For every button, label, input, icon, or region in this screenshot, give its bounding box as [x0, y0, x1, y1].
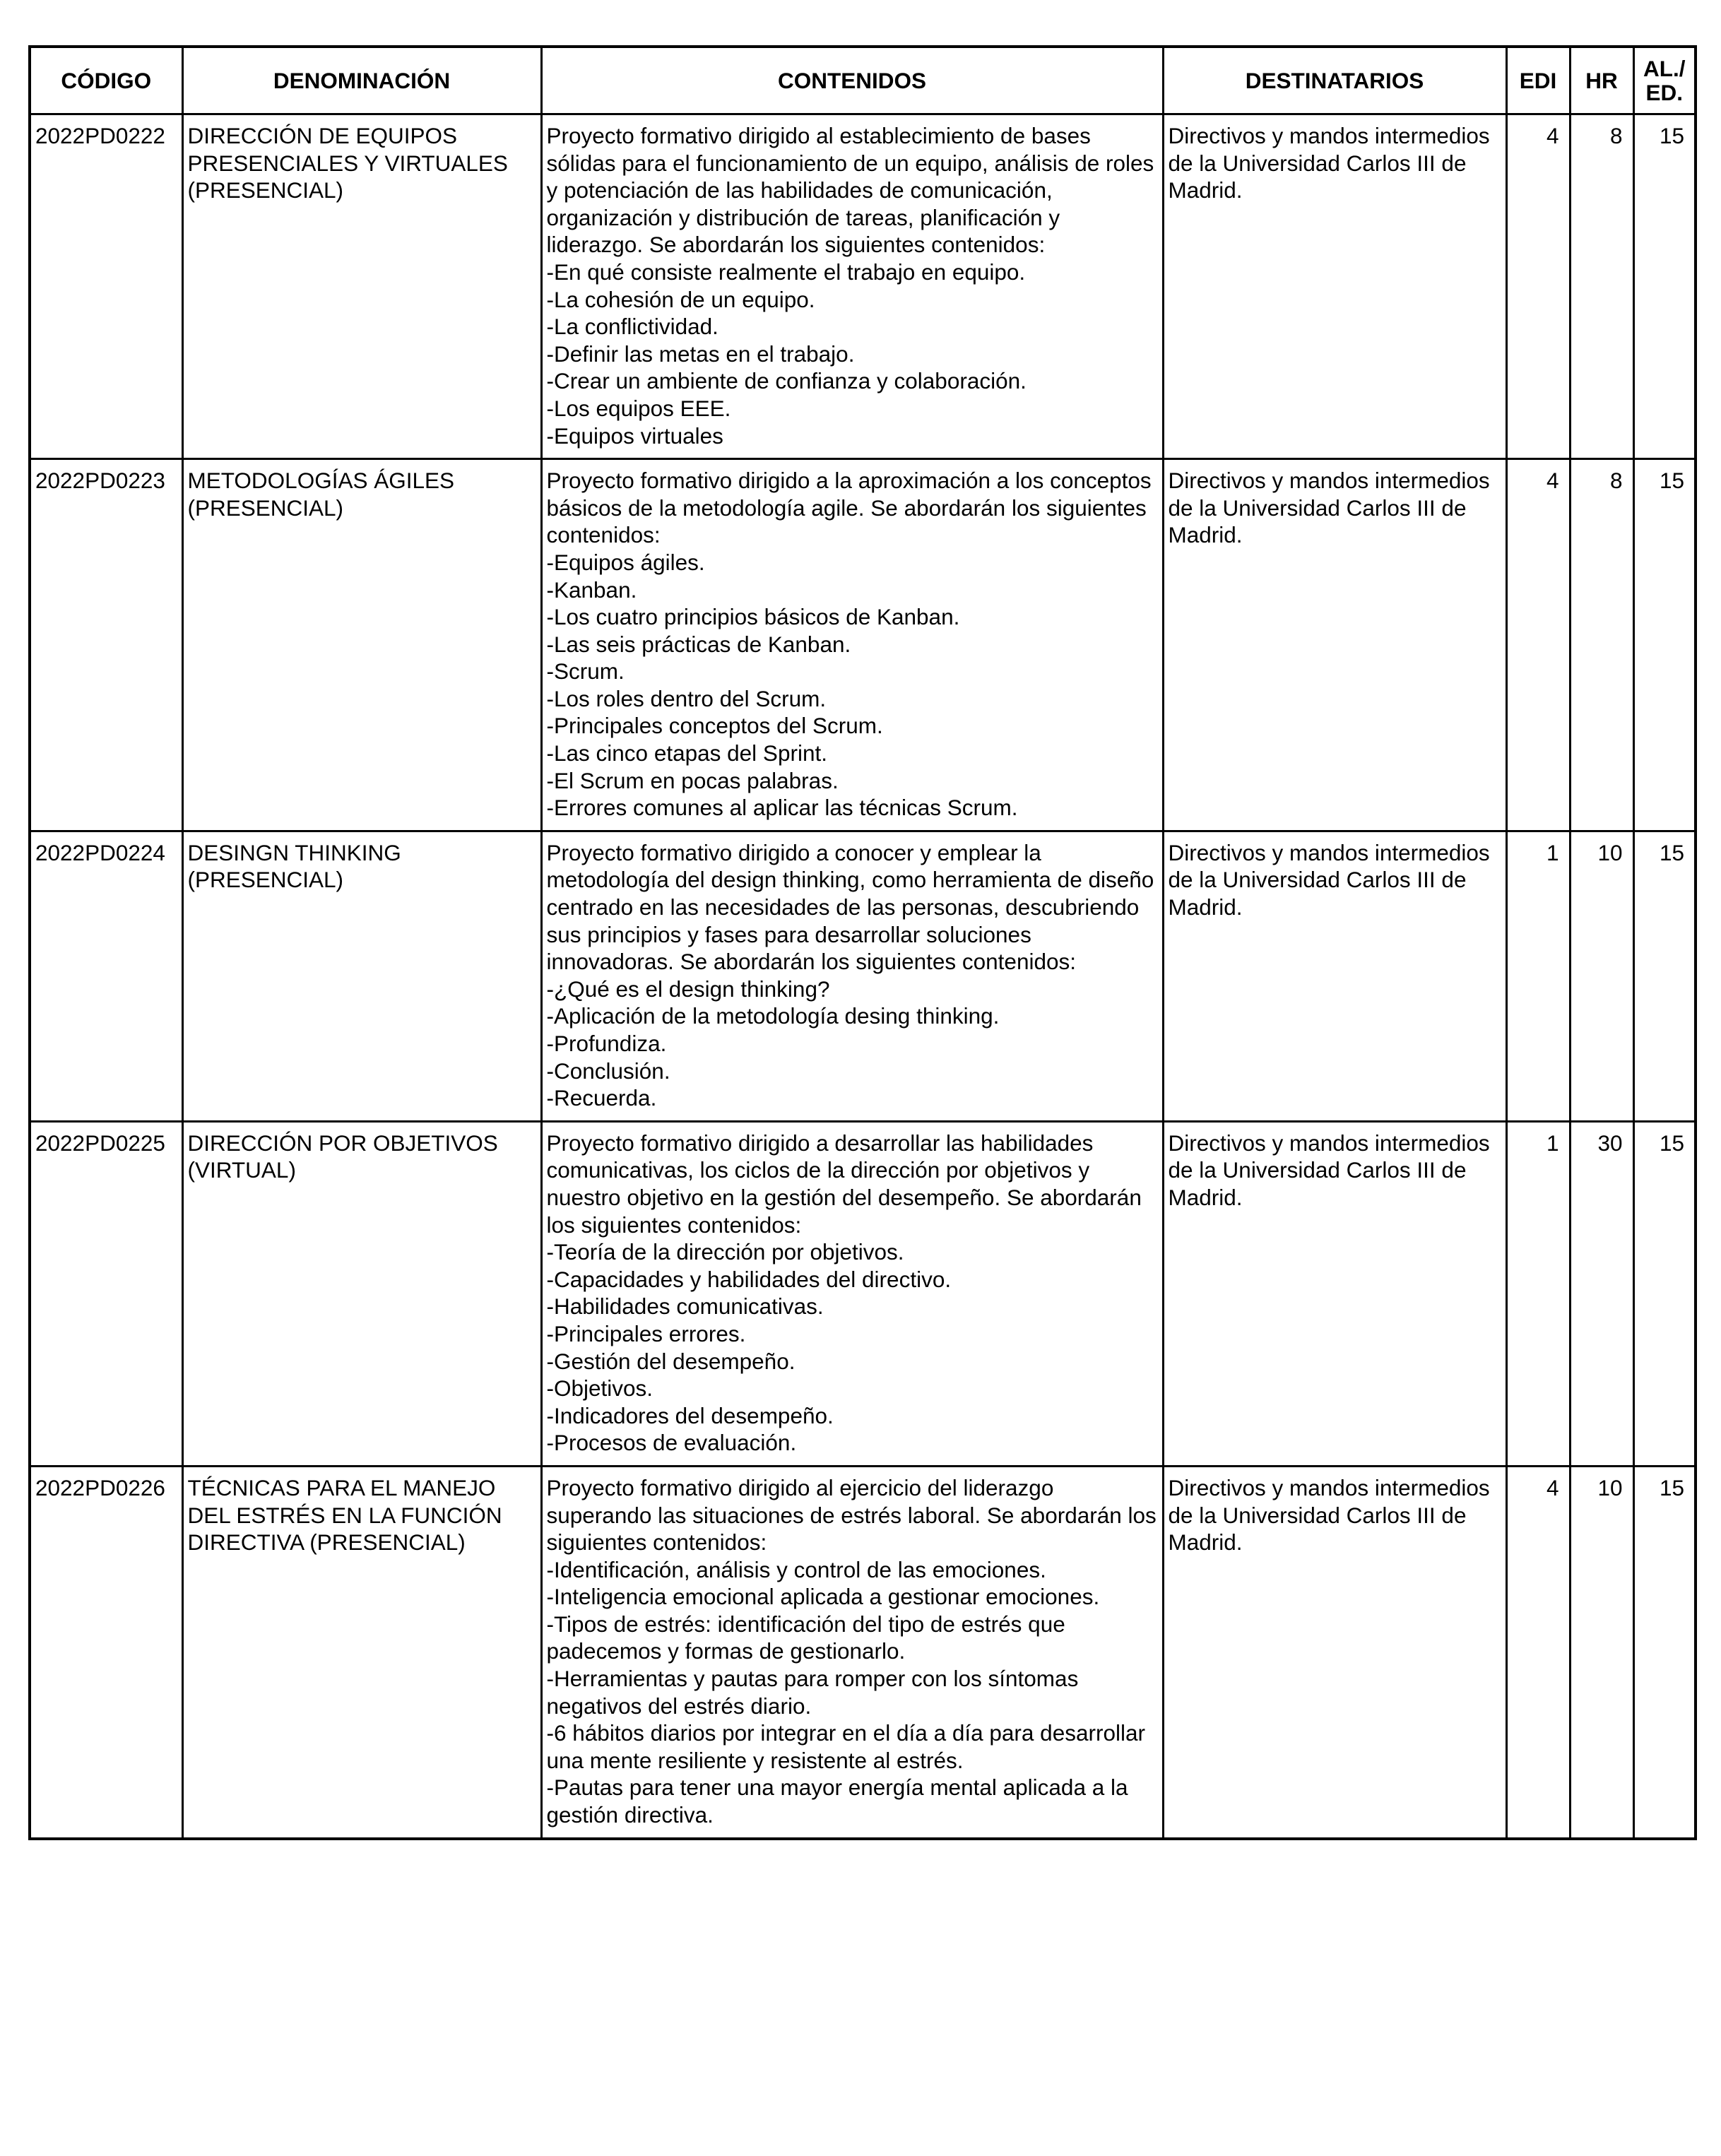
cell-al-ed: 15 [1633, 114, 1696, 459]
contenidos-item: -Los equipos EEE. [546, 395, 731, 421]
cell-contenidos [541, 1121, 1163, 1466]
cell-hr: 10 [1570, 1466, 1633, 1838]
contenidos-item: -Los cuatro principios básicos de Kanban. [546, 604, 960, 630]
table-row [30, 831, 1696, 1121]
header-al-ed-line2: ED. [1645, 80, 1683, 105]
cell-denominacion: TÉCNICAS PARA EL MANEJO DEL ESTRÉS EN LA FUNCIÓN DIRECTIVA (PRESENCIAL) [182, 1466, 541, 1838]
cell-edi: 4 [1506, 114, 1570, 459]
table-header-row [30, 47, 1696, 114]
contenidos-item: -El Scrum en pocas palabras. [546, 767, 839, 793]
contenidos-item: -Indicadores del desempeño. [546, 1402, 834, 1428]
cell-destinatarios: Directivos y mandos intermedios de la Universidad Carlos III de Madrid. [1163, 831, 1506, 1121]
header-denominacion: DENOMINACIÓN [182, 47, 541, 114]
contenidos-item: -Principales conceptos del Scrum. [546, 713, 883, 739]
contenidos-item: -Habilidades comunicativas. [546, 1293, 824, 1320]
contenidos-item: -Tipos de estrés: identificación del tipo de estrés que padecemos y formas de gestionarlo. [546, 1611, 1065, 1664]
contenidos-intro: Proyecto formativo dirigido al ejercicio del liderazgo superando las situaciones de estrés laboral. Se abordarán los siguientes contenidos: [546, 1474, 1157, 1556]
table-row [30, 1121, 1696, 1466]
contenidos-item: -Las cinco etapas del Sprint. [546, 740, 827, 766]
contenidos-item: -Las seis prácticas de Kanban. [546, 631, 851, 657]
contenidos-item: -Teoría de la dirección por objetivos. [546, 1239, 904, 1265]
cell-contenidos [541, 459, 1163, 831]
cell-contenidos [541, 831, 1163, 1121]
cell-denominacion: METODOLOGÍAS ÁGILES (PRESENCIAL) [182, 459, 541, 831]
contenidos-item: -Gestión del desempeño. [546, 1348, 796, 1374]
table-row [30, 114, 1696, 459]
cell-denominacion: DIRECCIÓN POR OBJETIVOS (VIRTUAL) [182, 1121, 541, 1466]
table-row [30, 1466, 1696, 1838]
contenidos-item: -Procesos de evaluación. [546, 1430, 797, 1456]
contenidos-item: -¿Qué es el design thinking? [546, 976, 830, 1002]
contenidos-item: -Errores comunes al aplicar las técnicas Scrum. [546, 795, 1018, 821]
contenidos-item: -Pautas para tener una mayor energía mental aplicada a la gestión directiva. [546, 1775, 1128, 1828]
cell-codigo: 2022PD0223 [30, 459, 182, 831]
cell-al-ed: 15 [1633, 1466, 1696, 1838]
cell-denominacion: DIRECCIÓN DE EQUIPOS PRESENCIALES Y VIRTUALES (PRESENCIAL) [182, 114, 541, 459]
cell-contenidos [541, 114, 1163, 459]
contenidos-item: -Crear un ambiente de confianza y colaboración. [546, 368, 1027, 394]
contenidos-item: -Scrum. [546, 658, 625, 685]
contenidos-item: -En qué consiste realmente el trabajo en equipo. [546, 259, 1026, 285]
cell-edi: 1 [1506, 1121, 1570, 1466]
contenidos-item: -Herramientas y pautas para romper con los síntomas negativos del estrés diario. [546, 1666, 1079, 1719]
contenidos-intro: Proyecto formativo dirigido a desarrollar las habilidades comunicativas, los ciclos de la dirección por objetivos y nuestro objetivo en la gestión del desempeño. Se abordarán los siguientes contenidos: [546, 1130, 1142, 1238]
contenidos-item: -6 hábitos diarios por integrar en el día a día para desarrollar una mente resiliente y resistente al estrés. [546, 1720, 1145, 1773]
header-codigo: CÓDIGO [30, 47, 182, 114]
contenidos-item: -Aplicación de la metodología desing thinking. [546, 1003, 1000, 1029]
cell-destinatarios: Directivos y mandos intermedios de la Universidad Carlos III de Madrid. [1163, 1121, 1506, 1466]
contenidos-intro: Proyecto formativo dirigido al establecimiento de bases sólidas para el funcionamiento de un equipo, análisis de roles y potenciación de las habilidades de comunicación, organización y distribución de tareas, planificación y liderazgo. Se abordarán los siguientes contenidos: [546, 123, 1154, 258]
cell-al-ed: 15 [1633, 1121, 1696, 1466]
cell-al-ed: 15 [1633, 831, 1696, 1121]
cell-codigo: 2022PD0225 [30, 1121, 182, 1466]
cell-codigo: 2022PD0226 [30, 1466, 182, 1838]
contenidos-item: -La cohesión de un equipo. [546, 286, 815, 312]
contenidos-intro: Proyecto formativo dirigido a conocer y emplear la metodología del design thinking, como herramienta de diseño centrado en las necesidades de las personas, descubriendo sus principios y fases para desarrollar soluciones innovadoras. Se abordarán los siguientes contenidos: [546, 839, 1154, 975]
contenidos-item: -Equipos virtuales [546, 422, 723, 449]
header-edi: EDI [1506, 47, 1570, 114]
cell-hr: 30 [1570, 1121, 1633, 1466]
course-table [28, 45, 1697, 1840]
contenidos-item: -Equipos ágiles. [546, 549, 705, 575]
table-body [30, 114, 1696, 1839]
contenidos-item: -Identificación, análisis y control de las emociones. [546, 1556, 1046, 1582]
cell-edi: 4 [1506, 1466, 1570, 1838]
cell-codigo: 2022PD0224 [30, 831, 182, 1121]
contenidos-item: -La conflictividad. [546, 314, 718, 340]
contenidos-item: -Capacidades y habilidades del directivo. [546, 1266, 952, 1292]
cell-destinatarios: Directivos y mandos intermedios de la Universidad Carlos III de Madrid. [1163, 459, 1506, 831]
contenidos-item: -Recuerda. [546, 1085, 657, 1111]
contenidos-item: -Profundiza. [546, 1031, 667, 1056]
cell-contenidos [541, 1466, 1163, 1838]
cell-denominacion: DESINGN THINKING (PRESENCIAL) [182, 831, 541, 1121]
contenidos-item: -Conclusión. [546, 1058, 670, 1084]
cell-destinatarios: Directivos y mandos intermedios de la Universidad Carlos III de Madrid. [1163, 1466, 1506, 1838]
course-table-container [28, 45, 1694, 1840]
contenidos-item: -Los roles dentro del Scrum. [546, 685, 827, 711]
header-al-ed-line1: AL./ [1643, 56, 1686, 81]
cell-al-ed: 15 [1633, 459, 1696, 831]
contenidos-item: -Kanban. [546, 576, 637, 603]
table-row [30, 459, 1696, 831]
contenidos-item: -Inteligencia emocional aplicada a gestionar emociones. [546, 1584, 1100, 1610]
cell-hr: 8 [1570, 114, 1633, 459]
contenidos-item: -Objetivos. [546, 1375, 653, 1402]
contenidos-intro: Proyecto formativo dirigido a la aproximación a los conceptos básicos de la metodología agile. Se abordarán los siguientes contenidos: [546, 468, 1152, 548]
contenidos-item: -Principales errores. [546, 1320, 746, 1346]
header-al-ed [1633, 47, 1696, 114]
header-destinatarios: DESTINATARIOS [1163, 47, 1506, 114]
cell-destinatarios: Directivos y mandos intermedios de la Universidad Carlos III de Madrid. [1163, 114, 1506, 459]
cell-edi: 1 [1506, 831, 1570, 1121]
header-contenidos: CONTENIDOS [541, 47, 1163, 114]
contenidos-item: -Definir las metas en el trabajo. [546, 340, 855, 367]
cell-hr: 10 [1570, 831, 1633, 1121]
cell-hr: 8 [1570, 459, 1633, 831]
cell-codigo: 2022PD0222 [30, 114, 182, 459]
header-hr: HR [1570, 47, 1633, 114]
cell-edi: 4 [1506, 459, 1570, 831]
